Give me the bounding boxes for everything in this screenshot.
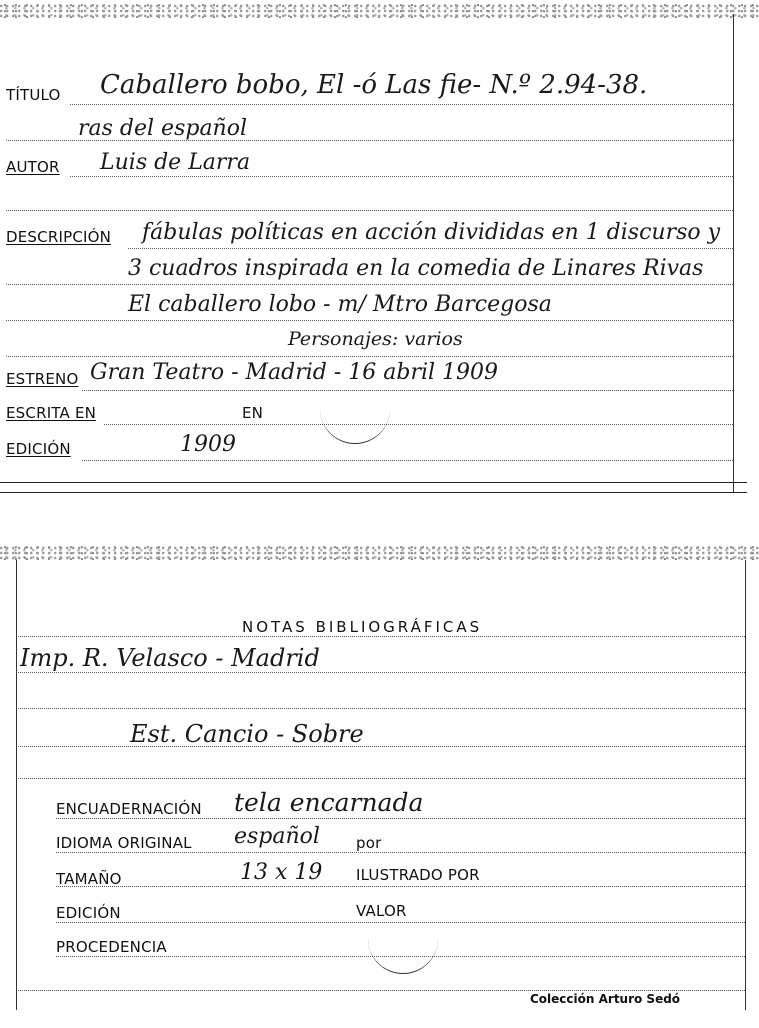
tamano-rule	[56, 886, 745, 887]
edicion-value: 1909	[180, 432, 236, 457]
descripcion-rule-2	[6, 284, 733, 285]
valor-label: VALOR	[356, 902, 407, 920]
descripcion-label: DESCRIPCIÓN	[6, 228, 112, 246]
ilustrado-label: ILUSTRADO POR	[356, 866, 480, 884]
tamano-label: TAMAÑO	[56, 870, 122, 888]
stamp-mark	[368, 918, 438, 974]
idioma-value: español	[234, 824, 320, 849]
notas-rule-5	[18, 778, 745, 779]
escrita-rule	[104, 424, 733, 425]
catalog-card-bottom	[0, 540, 759, 1028]
idioma-label: IDIOMA ORIGINAL	[56, 834, 192, 852]
procedencia-label: PROCEDENCIA	[56, 938, 167, 956]
autor-label: AUTOR	[6, 158, 60, 176]
collection-footer: Colección Arturo Sedó	[530, 992, 681, 1006]
descripcion-rule-1	[128, 248, 733, 249]
estreno-label: ESTRENO	[6, 370, 79, 388]
por-label: por	[356, 834, 382, 852]
tamano-value: 13 x 19	[240, 860, 323, 885]
edicion-b-label: EDICIÓN	[56, 904, 121, 922]
encuadernacion-value: tela encarnada	[234, 788, 424, 817]
nota-line-2: Est. Cancio - Sobre	[130, 720, 364, 748]
catalog-card-top	[0, 0, 759, 500]
card-bottom-edge	[0, 482, 747, 483]
edicion-label: EDICIÓN	[6, 440, 71, 458]
card-bottom-rule	[18, 990, 745, 991]
edicion-rule	[82, 460, 733, 461]
descripcion-rule-4	[6, 356, 733, 357]
notas-rule-4	[18, 746, 745, 747]
notas-rule-3	[18, 708, 745, 709]
card-left-border	[16, 560, 17, 1010]
autor-rule-2	[6, 210, 733, 211]
descripcion-value-4: Personajes: varios	[288, 328, 463, 350]
notas-heading: NOTAS BIBLIOGRÁFICAS	[242, 618, 483, 636]
notas-rule-1	[18, 636, 745, 637]
descripcion-rule-3	[6, 320, 733, 321]
escrita-en-label: ESCRITA EN	[6, 404, 97, 422]
estreno-value: Gran Teatro - Madrid - 16 abril 1909	[90, 360, 499, 385]
descripcion-value-1: fábulas políticas en acción divididas en 1 discurso y	[142, 220, 721, 245]
encuadernacion-rule	[56, 818, 745, 819]
encuadernacion-label: ENCUADERNACIÓN	[56, 800, 202, 818]
titulo-rule-2	[6, 140, 733, 141]
titulo-rule	[70, 104, 733, 105]
nota-line-1: Imp. R. Velasco - Madrid	[20, 644, 320, 672]
titulo-value: Caballero bobo, El -ó Las fie- N.º 2.94-38.	[100, 70, 648, 100]
stamp-mark	[320, 388, 390, 444]
idioma-rule	[56, 852, 745, 853]
card-edge-top	[0, 4, 759, 18]
en-label: EN	[242, 404, 264, 422]
autor-value: Luis de Larra	[100, 150, 251, 175]
card-edge-top	[0, 546, 759, 560]
descripcion-value-3: El caballero lobo - m/ Mtro Barcegosa	[128, 292, 552, 317]
titulo-value-cont: ras del español	[78, 116, 248, 141]
titulo-label: TÍTULO	[6, 86, 61, 104]
card-right-border	[733, 14, 734, 492]
card-bottom-edge-2	[0, 492, 747, 493]
card-right-border	[745, 560, 746, 1010]
autor-rule	[70, 176, 733, 177]
estreno-rule	[82, 390, 733, 391]
notas-rule-2	[18, 672, 745, 673]
descripcion-value-2: 3 cuadros inspirada en la comedia de Linares Rivas	[128, 256, 704, 281]
